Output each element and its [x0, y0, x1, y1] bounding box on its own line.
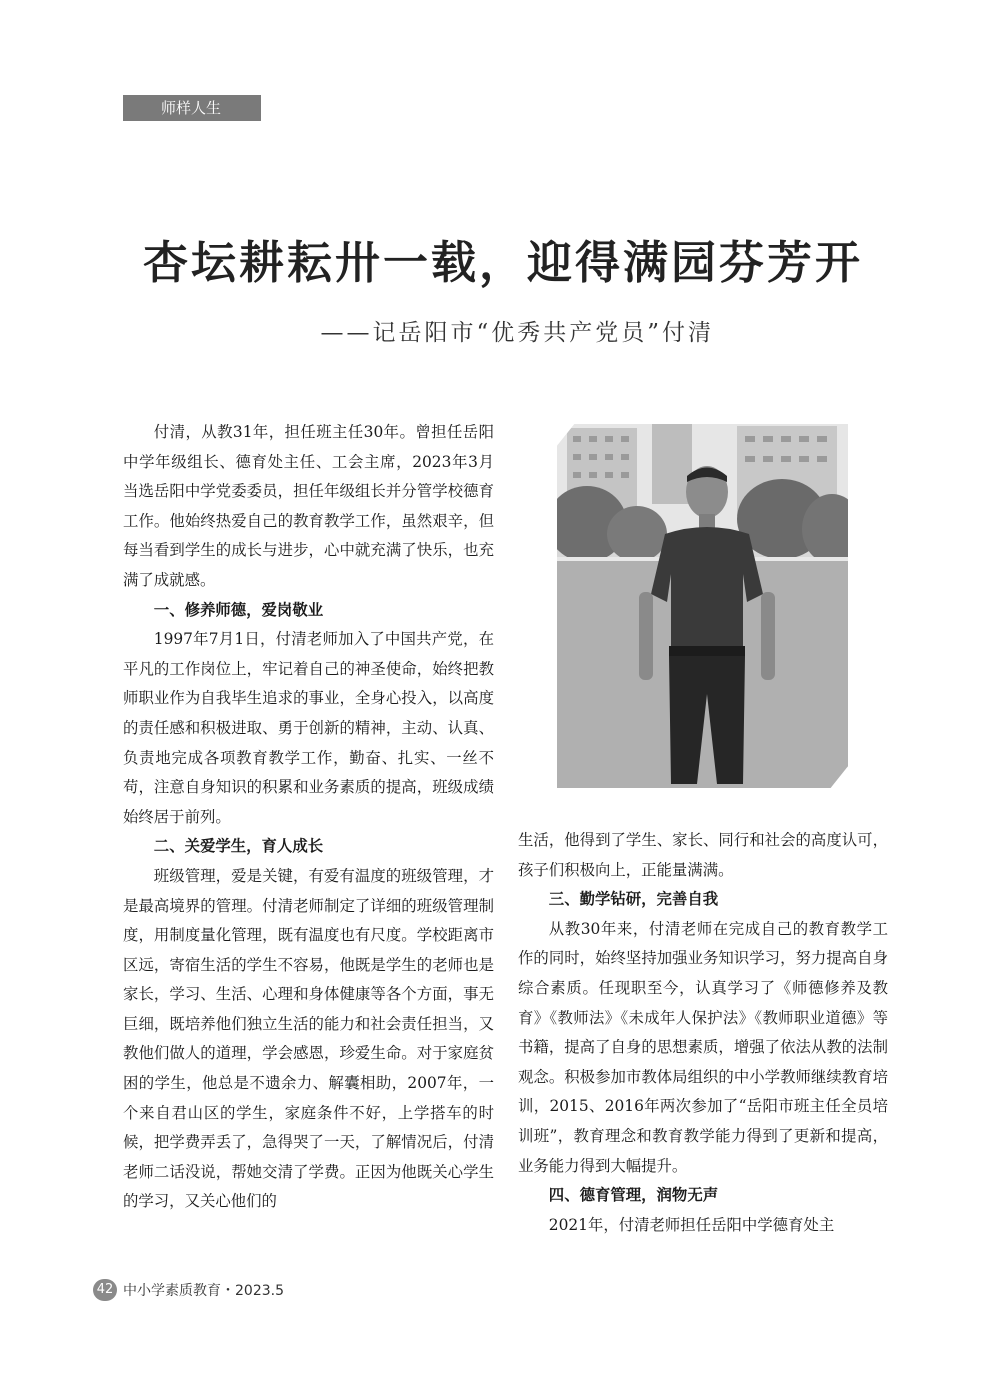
page-footer	[93, 1278, 284, 1302]
section-heading-2: 二、关爱学生，育人成长	[153, 837, 324, 856]
right-column	[518, 826, 888, 1240]
section-paragraph-1: 1997年7月1日，付清老师加入了中国共产党，在平凡的工作岗位上，牢记着自己的神圣使命，始终把教师职业作为自我毕生追求的事业，全身心投入，以高度的责任感和积极进取、勇于创新的精神，主动、认真、负责地完成各项教育教学工作，勤奋、扎实、一丝不苟，注意自身知识的积累和业务素质的提高，班级成绩始终居于前列。	[123, 630, 494, 826]
section-paragraph-3: 从教30年来，付清老师在完成自己的教育教学工作的同时，始终坚持加强业务知识学习，努力提高自身综合素质。任现职至今，认真学习了《师德修养及教育》《教师法》《未成年人保护法》《教师职业道德》等书籍，提高了自身的思想素质，增强了依法从教的法制观念。积极参加市教体局组织的中小学教师继续教育培训，2015、2016年两次参加了“岳阳市班主任全员培训班”，教育理念和教育教学能力得到了更新和提高，业务能力得到大幅提升。	[518, 919, 888, 1175]
section-paragraph-2-continued: 生活，他得到了学生、家长、同行和社会的高度认可，孩子们积极向上，正能量满满。	[518, 831, 888, 879]
left-column	[123, 418, 494, 1217]
section-heading-3: 三、勤学钻研，完善自我	[548, 890, 719, 909]
portrait-photo	[557, 424, 848, 788]
section-paragraph-4: 2021年，付清老师担任岳阳中学德育处主	[548, 1215, 835, 1234]
section-tag: 师样人生	[123, 95, 261, 121]
article-title: 杏坛耕耘卅一载，迎得满园芬芳开	[142, 236, 863, 289]
page-number: 42	[93, 1279, 117, 1301]
journal-name: 中小学素质教育・2023.5	[123, 1283, 284, 1299]
section-heading-4: 四、德育管理，润物无声	[548, 1186, 719, 1205]
section-heading-1: 一、修养师德，爱岗敬业	[153, 600, 324, 619]
section-paragraph-2: 班级管理，爱是关键，有爱有温度的班级管理，才是最高境界的管理。付清老师制定了详细的班级管理制度，用制度量化管理，既有温度也有尺度。学校距离市区远，寄宿生活的学生不容易，他既是学生的老师也是家长，学习、生活、心理和身体健康等各个方面，事无巨细，既培养他们独立生活的能力和社会责任担当，又教他们做人的道理，学会感恩，珍爱生命。对于家庭贫困的学生，他总是不遗余力、解囊相助，2007年，一个来自君山区的学生，家庭条件不好，上学搭车的时候，把学费弄丢了，急得哭了一天，了解情况后，付清老师二话没说，帮她交清了学费。正因为他既关心学生的学习，又关心他们的	[123, 866, 494, 1211]
article-subtitle: ——记岳阳市“优秀共产党员”付清	[320, 320, 714, 346]
intro-paragraph: 付清，从教31年，担任班主任30年。曾担任岳阳中学年级组长、德育处主任、工会主席，2023年3月当选岳阳中学党委委员，担任年级组长并分管学校德育工作。他始终热爱自己的教育教学工作，虽然艰辛，但每当看到学生的成长与进步，心中就充满了快乐，也充满了成就感。	[123, 423, 494, 589]
